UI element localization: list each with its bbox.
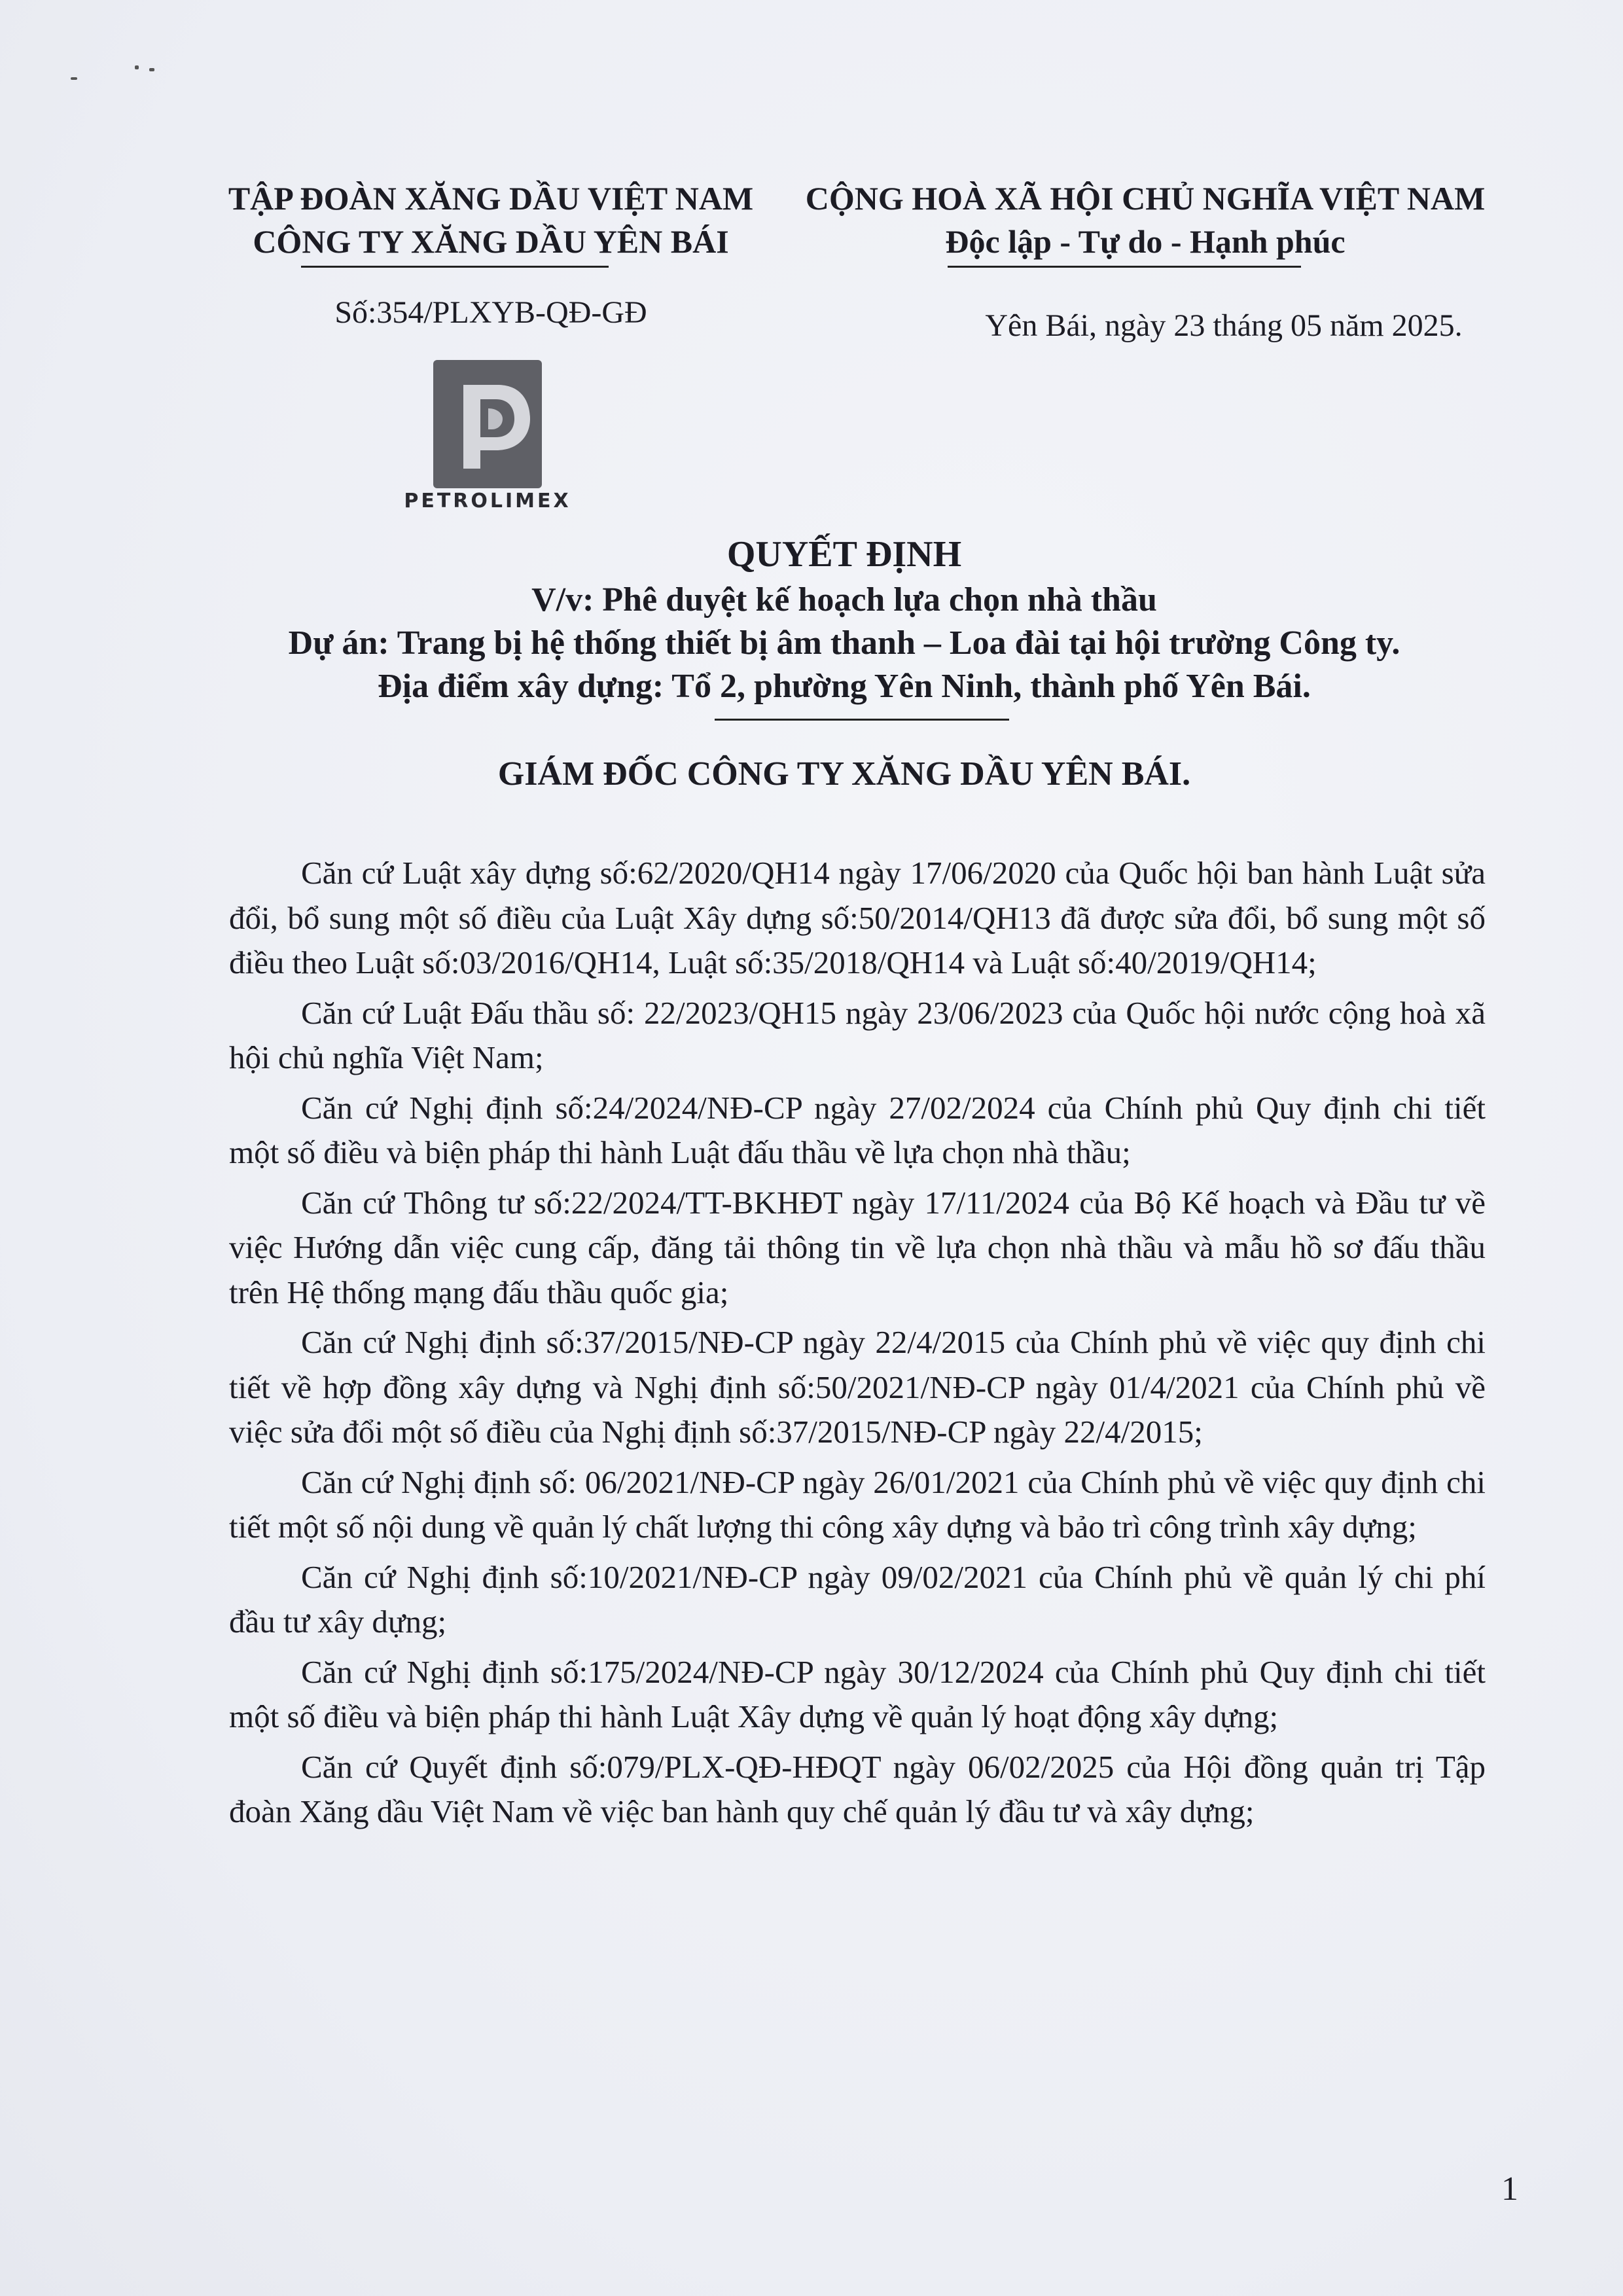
legal-basis-paragraph: Căn cứ Luật Đấu thầu số: 22/2023/QH15 ngày 23/06/2023 của Quốc hội nước cộng hoà xã hội chủ nghĩa Việt Nam; — [229, 994, 1486, 1075]
project-location: Địa điểm xây dựng: Tổ 2, phường Yên Ninh, thành phố Yên Bái. — [378, 668, 1311, 705]
organization-name: CÔNG TY XĂNG DẦU YÊN BÁI — [253, 223, 729, 260]
parent-organization: TẬP ĐOÀN XĂNG DẦU VIỆT NAM — [228, 180, 754, 217]
project-name: Dự án: Trang bị hệ thống thiết bị âm thanh – Loa đài tại hội trường Công ty. — [288, 624, 1400, 662]
scan-speck — [149, 68, 154, 71]
issuing-authority: GIÁM ĐỐC CÔNG TY XĂNG DẦU YÊN BÁI. — [497, 755, 1191, 793]
title-underline — [715, 719, 1009, 721]
place-and-date: Yên Bái, ngày 23 tháng 05 năm 2025. — [985, 308, 1463, 343]
national-motto-block — [785, 177, 1505, 263]
national-motto: Độc lập - Tự do - Hạnh phúc — [945, 223, 1346, 260]
country-name: CỘNG HOÀ XÃ HỘI CHỦ NGHĨA VIỆT NAM — [805, 180, 1486, 217]
legal-basis-paragraph: Căn cứ Nghị định số:37/2015/NĐ-CP ngày 22/4/2015 của Chính phủ về việc quy định chi tiết về hợp đồng xây dựng và Nghị định số:50/2021/NĐ-CP ngày 01/4/2021 của Chính phủ về việc sửa đổi một số điều của Nghị định số:37/2015/NĐ-CP ngày 22/4/2015; — [229, 1324, 1486, 1450]
petrolimex-logo-icon — [432, 359, 543, 490]
legal-basis-paragraph: Căn cứ Nghị định số:175/2024/NĐ-CP ngày 30/12/2024 của Chính phủ Quy định chi tiết một số điều và biện pháp thi hành Luật Xây dựng về quản lý hoạt động xây dựng; — [229, 1653, 1486, 1734]
legal-basis-paragraph: Căn cứ Nghị định số: 06/2021/NĐ-CP ngày 26/01/2021 của Chính phủ về việc quy định chi tiết một số nội dung về quản lý chất lượng thi công xây dựng và bảo trì công trình xây dựng; — [229, 1463, 1486, 1545]
scan-speck — [71, 77, 77, 80]
organization-underline — [301, 266, 609, 268]
motto-underline — [948, 266, 1301, 268]
page-number: 1 — [1501, 2170, 1518, 2208]
document-number: Số:354/PLXYB-QĐ-GĐ — [334, 295, 647, 330]
issuer-block — [196, 177, 785, 263]
legal-basis-paragraph: Căn cứ Nghị định số:10/2021/NĐ-CP ngày 09/02/2021 của Chính phủ về quản lý chi phí đầu tư xây dựng; — [229, 1558, 1486, 1640]
legal-basis-paragraph: Căn cứ Nghị định số:24/2024/NĐ-CP ngày 27/02/2024 của Chính phủ Quy định chi tiết một số điều và biện pháp thi hành Luật đấu thầu về lựa chọn nhà thầu; — [229, 1089, 1486, 1170]
scan-speck — [135, 65, 139, 69]
legal-basis-paragraph: Căn cứ Thông tư số:22/2024/TT-BKHĐT ngày 17/11/2024 của Bộ Kế hoạch và Đầu tư về việc Hướng dẫn việc cung cấp, đăng tải thông tin về lựa chọn nhà thầu và mẫu hồ sơ đấu thầu trên Hệ thống mạng đấu thầu quốc gia; — [229, 1184, 1486, 1310]
petrolimex-logo — [432, 359, 543, 490]
legal-basis-paragraph: Căn cứ Quyết định số:079/PLX-QĐ-HĐQT ngày 06/02/2025 của Hội đồng quản trị Tập đoàn Xăng dầu Việt Nam về việc ban hành quy chế quản lý đầu tư và xây dựng; — [229, 1748, 1486, 1829]
legal-basis-paragraph: Căn cứ Luật xây dựng số:62/2020/QH14 ngày 17/06/2020 của Quốc hội ban hành Luật sửa đổi, bổ sung một số điều của Luật Xây dựng số:50/2014/QH13 đã được sửa đổi, bổ sung một số điều theo Luật số:03/2016/QH14, Luật số:35/2018/QH14 và Luật số:40/2019/QH14; — [229, 855, 1486, 980]
decision-heading: QUYẾT ĐỊNH — [726, 534, 962, 575]
decision-title-block — [196, 530, 1492, 708]
decision-subject: V/v: Phê duyệt kế hoạch lựa chọn nhà thầu — [531, 581, 1157, 619]
logo-wordmark: PETROLIMEX — [404, 490, 571, 512]
legal-bases — [229, 851, 1486, 1840]
